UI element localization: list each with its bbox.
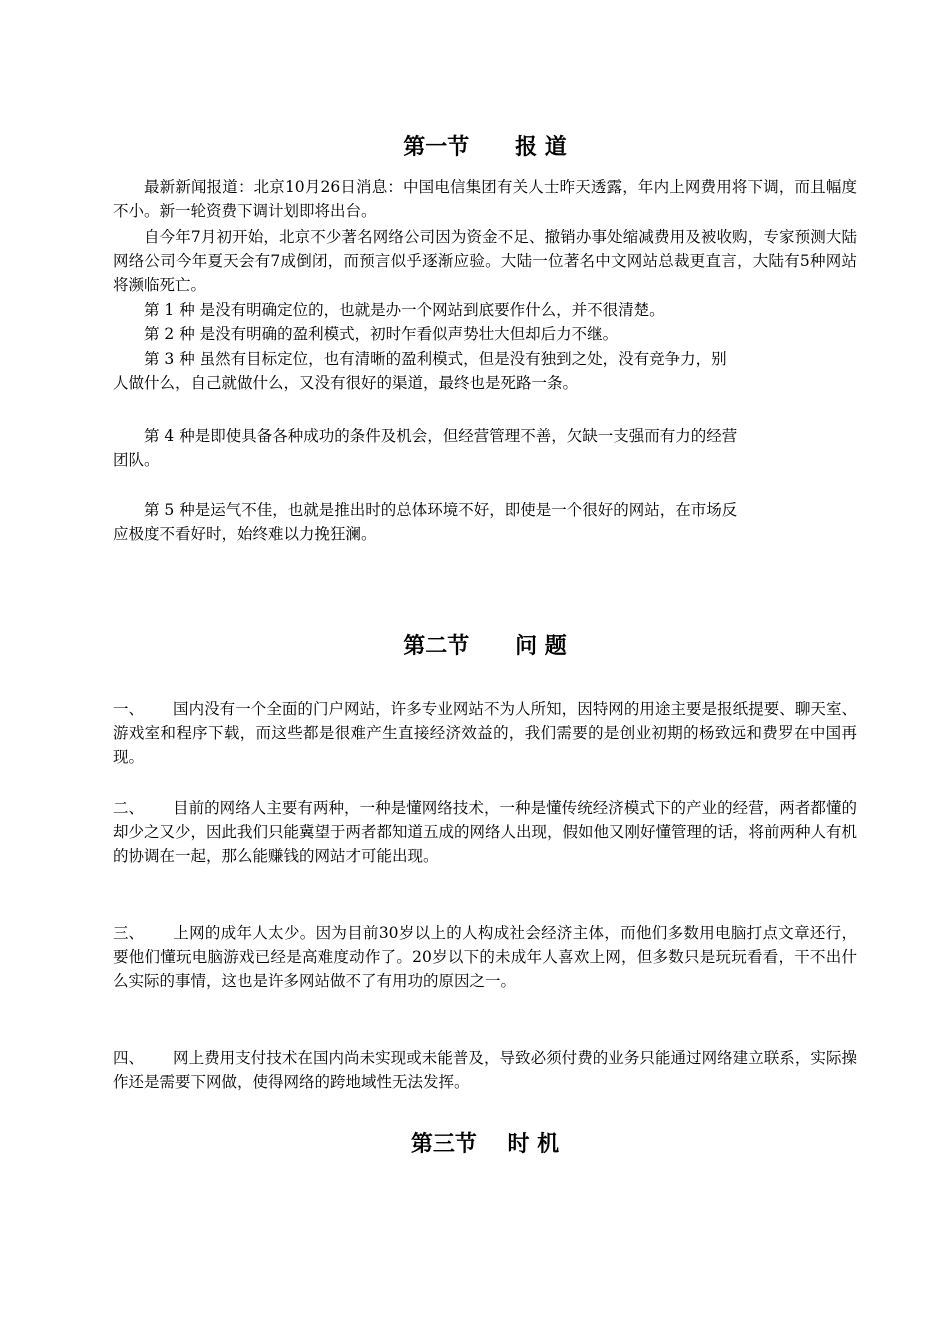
problem-item-4 [113,1046,857,1094]
problem-item-text: 网上费用支付技术在国内尚未实现或未能普及，导致必须付费的业务只能通过网络建立联系，实际操作还是需要下网做，使得网络的跨地域性无法发挥。 [113,1049,857,1091]
paragraph-type-1: 第 1 种 是没有明确定位的，也就是办一个网站到底要作什么，并不很清楚。 [144,301,665,319]
paragraph-background: 自今年7月初开始，北京不少著名网络公司因为资金不足、撤销办事处缩减费用及被收购，专家预测大陆网络公司今年夏天会有7成倒闭，而预言似乎逐渐应验。大陆一位著名中文网站总裁更直言，大陆有5种网站将濒临死亡。 [113,228,857,294]
paragraph-type-4: 第 4 种是即使具备各种成功的条件及机会，但经营管理不善，欠缺一支强而有力的经营 团队。 [113,427,738,469]
paragraph-news-report: 最新新闻报道：北京10月26日消息：中国电信集团有关人士昨天透露，年内上网费用将下调，而且幅度不小。新一轮资费下调计划即将出台。 [113,178,857,220]
problem-item-text: 上网的成年人太少。因为目前30岁以上的人构成社会经济主体，而他们多数用电脑打点文章还行，要他们懂玩电脑游戏已经是高难度动作了。20岁以下的未成年人喜欢上网，但多数只是玩玩看看，干不出什么实际的事情，这也是许多网站做不了有用功的原因之一。 [113,924,857,990]
problem-item-number: 二、 [113,799,145,817]
problem-item-text: 国内没有一个全面的门户网站，许多专业网站不为人所知，因特网的用途主要是报纸提要、聊天室、游戏室和程序下载，而这些都是很难产生直接经济效益的，我们需要的是创业初期的杨致远和费罗在中国再现。 [113,700,857,766]
section-title-1: 第一节 报 道 [403,135,567,160]
problem-item-text: 目前的网络人主要有两种，一种是懂网络技术，一种是懂传统经济模式下的产业的经营，两者都懂的却少之又少，因此我们只能冀望于两者都知道五成的网络人出现，假如他又刚好懂管理的话，将前两种人有机的协调在一起，那么能赚钱的网站才可能出现。 [113,799,858,865]
paragraph-type-3: 第 3 种 虽然有目标定位，也有清晰的盈利模式，但是没有独到之处，没有竞争力，别 人做什么，自己就做什么，又没有很好的渠道，最终也是死路一条。 [113,350,727,392]
section-title-2: 第二节 问 题 [403,634,567,659]
problem-item-2 [113,796,857,868]
paragraph-type-2: 第 2 种 是没有明确的盈利模式，初时乍看似声势壮大但却后力不继。 [144,325,619,343]
document-page [113,0,857,1344]
paragraph-type-5: 第 5 种是运气不佳，也就是推出时的总体环境不好，即使是一个很好的网站，在市场反 应极度不看好时，始终难以力挽狂澜。 [113,501,738,543]
problem-item-number: 四、 [113,1049,145,1067]
problem-item-number: 三、 [113,924,145,942]
problem-item-1 [113,697,857,769]
problem-item-3 [113,921,857,993]
section-title-3: 第三节 时 机 [410,1132,560,1157]
problem-item-number: 一、 [113,700,145,718]
